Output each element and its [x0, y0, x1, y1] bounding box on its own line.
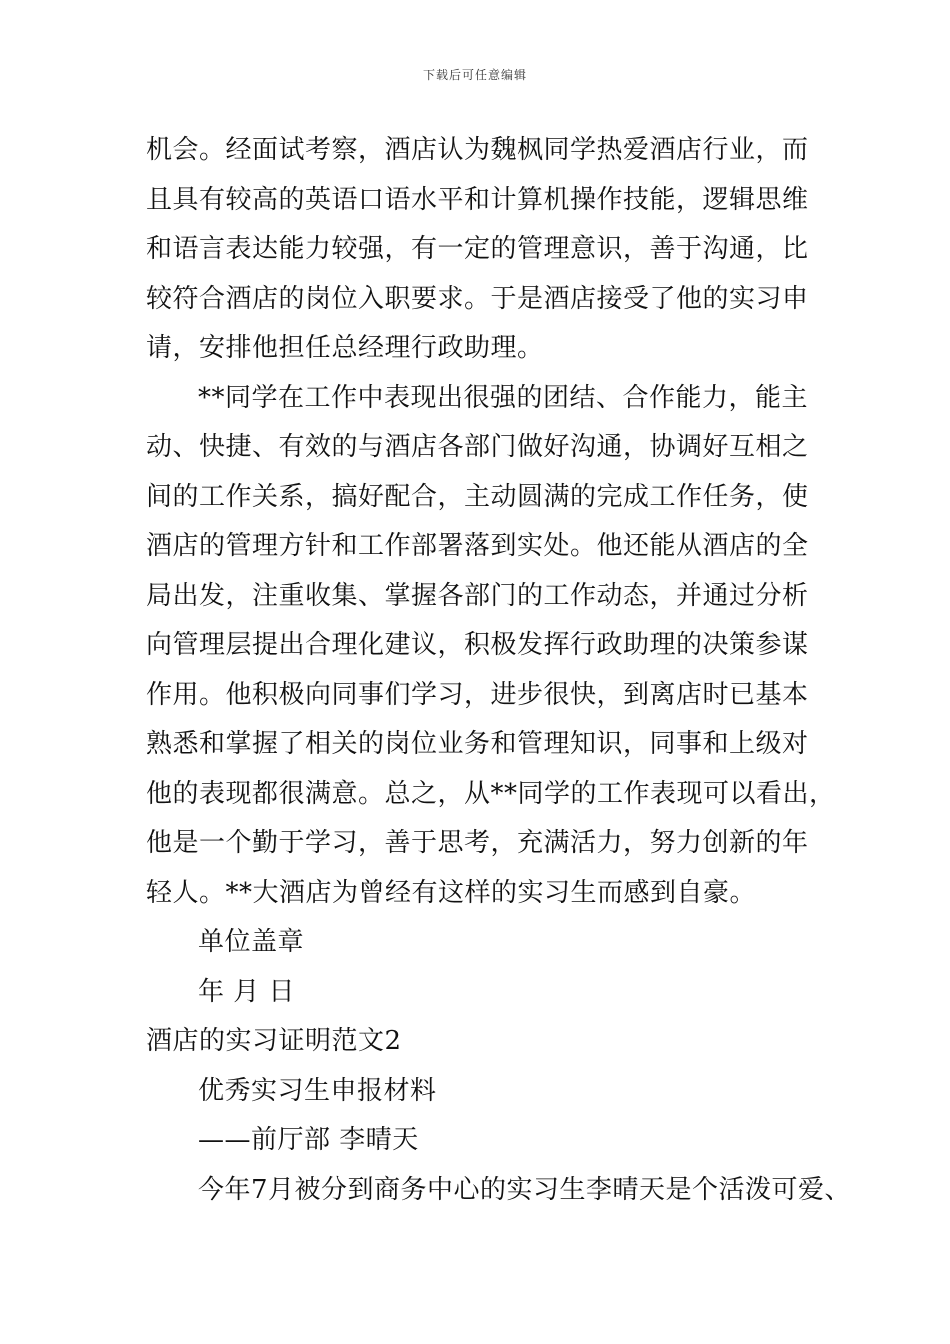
text-line: 他是一个勤于学习，善于思考，充满活力，努力创新的年	[146, 828, 809, 858]
text-line: 间的工作关系，搞好配合，主动圆满的完成工作任务，使	[146, 481, 809, 512]
text-line: 今年7月被分到商务中心的实习生李晴天是个活泼可爱、	[198, 1174, 852, 1205]
text-line: 单位盖章	[198, 927, 305, 957]
document-body	[146, 126, 852, 1215]
text-line: 酒店的管理方针和工作部署落到实处。他还能从酒店的全	[146, 531, 809, 561]
text-line: 年 月 日	[198, 976, 296, 1007]
text-line: 机会。经面试考察，酒店认为魏枫同学热爱酒店行业，而	[146, 135, 809, 165]
text-line: 且具有较高的英语口语水平和计算机操作技能，逻辑思维	[146, 184, 809, 215]
text-line: 优秀实习生申报材料	[198, 1075, 437, 1106]
page-header-note: 下载后可任意编辑	[422, 68, 527, 82]
text-line: 和语言表达能力较强，有一定的管理意识，善于沟通，比	[146, 234, 809, 264]
text-line: 酒店的实习证明范文2	[146, 1026, 402, 1056]
text-line: 作用。他积极向同事们学习，进步很快，到离店时已基本	[146, 679, 809, 710]
text-line: 动、快捷、有效的与酒店各部门做好沟通，协调好互相之	[146, 432, 809, 462]
text-line: 熟悉和掌握了相关的岗位业务和管理知识，同事和上级对	[146, 729, 809, 759]
text-line: 请，安排他担任总经理行政助理。	[146, 333, 544, 363]
text-line: ——前厅部 李晴天	[198, 1125, 419, 1155]
text-line: **同学在工作中表现出很强的团结、合作能力，能主	[198, 382, 809, 413]
text-line: 较符合酒店的岗位入职要求。于是酒店接受了他的实习申	[146, 283, 809, 314]
text-line: 向管理层提出合理化建议，积极发挥行政助理的决策参谋	[146, 630, 809, 660]
text-line: 局出发，注重收集、掌握各部门的工作动态，并通过分析	[146, 580, 809, 611]
text-line: 轻人。**大酒店为曾经有这样的实习生而感到自豪。	[146, 877, 757, 908]
text-line: 他的表现都很满意。总之，从**同学的工作表现可以看出，	[146, 778, 836, 809]
